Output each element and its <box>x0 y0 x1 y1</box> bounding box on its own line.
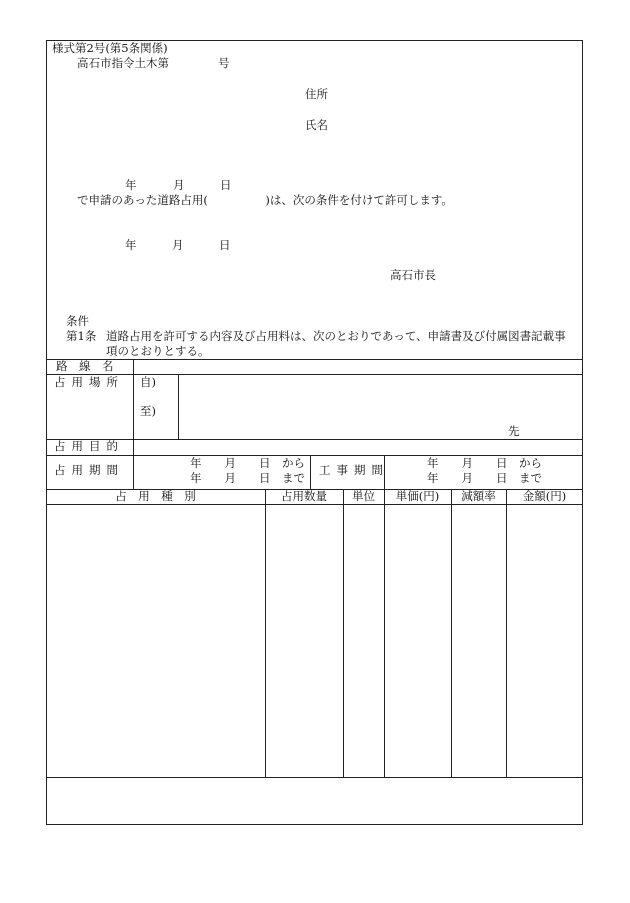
column-divider-1 <box>265 489 266 777</box>
route-name-label: 路 線 名 <box>56 359 114 373</box>
article-line-1: 道路占用を許可する内容及び占用料は、次のとおりであって、申請書及び付属図書記載事 <box>106 329 566 343</box>
items-bottom-line <box>46 777 583 778</box>
period-label: 占用期間 <box>54 463 124 477</box>
period-from: 年 月 日 から <box>190 456 305 470</box>
application-date-year: 年 <box>125 178 137 192</box>
location-label: 占用場所 <box>54 375 124 389</box>
column-header-quantity: 占用数量 <box>281 489 327 503</box>
column-header-line <box>46 504 583 505</box>
column-header-unit-price: 単価(円) <box>395 489 440 503</box>
purpose-label: 占用目的 <box>54 439 124 453</box>
to-label: 至) <box>140 404 156 418</box>
period-divider-1 <box>310 455 311 489</box>
article-line-2: 項のとおりとする。 <box>106 344 210 358</box>
from-label: 自) <box>140 375 156 389</box>
location-row-line <box>46 439 583 440</box>
label-column-divider <box>133 359 134 489</box>
issue-date-day: 日 <box>219 238 231 252</box>
column-header-type: 占 用 種 別 <box>115 489 196 503</box>
column-divider-2 <box>343 489 344 777</box>
name-label: 氏名 <box>305 118 328 132</box>
issue-date-month: 月 <box>172 238 184 252</box>
application-date-month: 月 <box>173 178 185 192</box>
column-header-amount: 金額(円) <box>522 489 567 503</box>
column-header-unit: 単位 <box>352 489 375 503</box>
period-to: 年 月 日 まで <box>190 471 305 485</box>
column-divider-3 <box>384 489 385 777</box>
form-number: 様式第2号(第5条関係) <box>52 41 168 55</box>
article-label: 第1条 <box>66 329 97 343</box>
column-divider-5 <box>506 489 507 777</box>
form-frame <box>46 40 583 825</box>
column-divider-4 <box>451 489 452 777</box>
address-label: 住所 <box>305 87 328 101</box>
destination-label: 先 <box>508 424 520 438</box>
construction-period-label: 工事期間 <box>319 463 389 477</box>
permit-body-text: で申請のあった道路占用( )は、次の条件を付けて許可します。 <box>77 193 453 207</box>
table-top-line <box>46 359 583 360</box>
issue-date-year: 年 <box>125 238 137 252</box>
from-to-divider <box>178 374 179 439</box>
issuer-name: 高石市長 <box>390 268 436 282</box>
permit-number-prefix: 高石市指令土木第 <box>77 56 169 70</box>
route-row-line <box>46 374 583 375</box>
construction-to: 年 月 日 まで <box>427 471 542 485</box>
permit-number-suffix: 号 <box>218 56 230 70</box>
conditions-heading: 条件 <box>66 314 89 328</box>
construction-from: 年 月 日 から <box>427 456 542 470</box>
application-date-day: 日 <box>220 178 232 192</box>
column-header-reduction-rate: 減額率 <box>461 489 496 503</box>
